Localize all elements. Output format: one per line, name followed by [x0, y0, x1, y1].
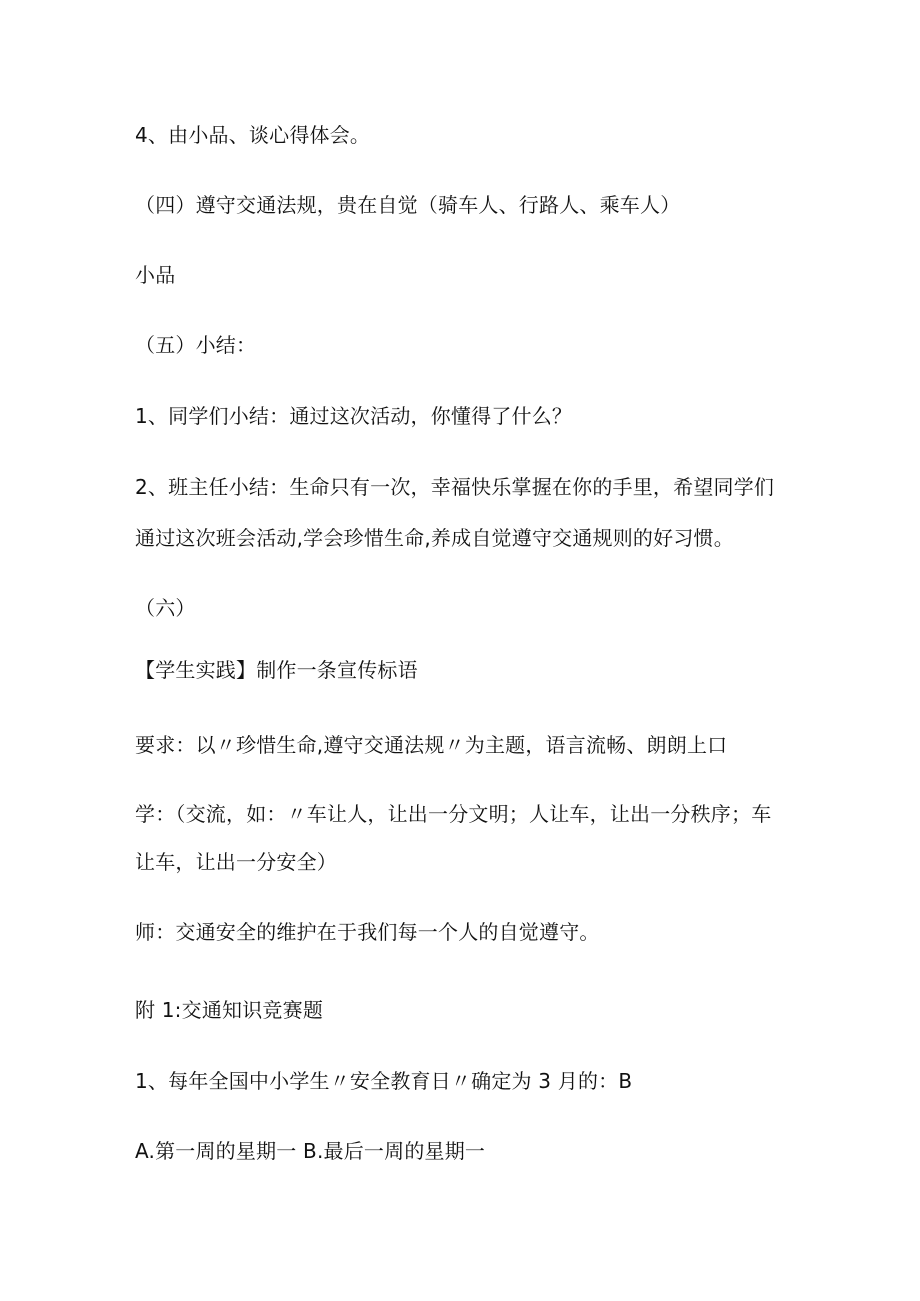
- text-line: 让车，让出一分安全）: [135, 850, 337, 874]
- section-heading: （四）遵守交通法规，贵在自觉（骑车人、行路人、乘车人）: [135, 193, 681, 217]
- text-line: 师：交通安全的维护在于我们每一个人的自觉遵守。: [135, 920, 600, 944]
- text-line: 1、同学们小结：通过这次活动，你懂得了什么？: [135, 404, 573, 428]
- text-line: 学：（交流，如：〃车让人，让出一分文明；人让车，让出一分秩序；车: [135, 802, 772, 826]
- text-line: 通过这次班会活动,学会珍惜生命,养成自觉遵守交通规则的好习惯。: [135, 526, 734, 550]
- quiz-options: A.第一周的星期一 B.最后一周的星期一: [135, 1139, 486, 1163]
- quiz-question: 1、每年全国中小学生〃安全教育日〃确定为 3 月的：B: [135, 1069, 633, 1093]
- section-heading: （五）小结：: [135, 333, 257, 357]
- text-line: 小品: [135, 263, 176, 287]
- text-line: 【学生实践】制作一条宣传标语: [135, 658, 418, 682]
- appendix-heading: 附 1:交通知识竞赛题: [135, 998, 324, 1022]
- text-line: 要求：以〃珍惜生命,遵守交通法规〃为主题，语言流畅、朗朗上口: [135, 733, 728, 757]
- text-line: 2、班主任小结：生命只有一次，幸福快乐掌握在你的手里，希望同学们: [135, 475, 775, 499]
- section-heading: （六）: [135, 596, 196, 620]
- text-line: 4、由小品、谈心得体会。: [135, 123, 371, 147]
